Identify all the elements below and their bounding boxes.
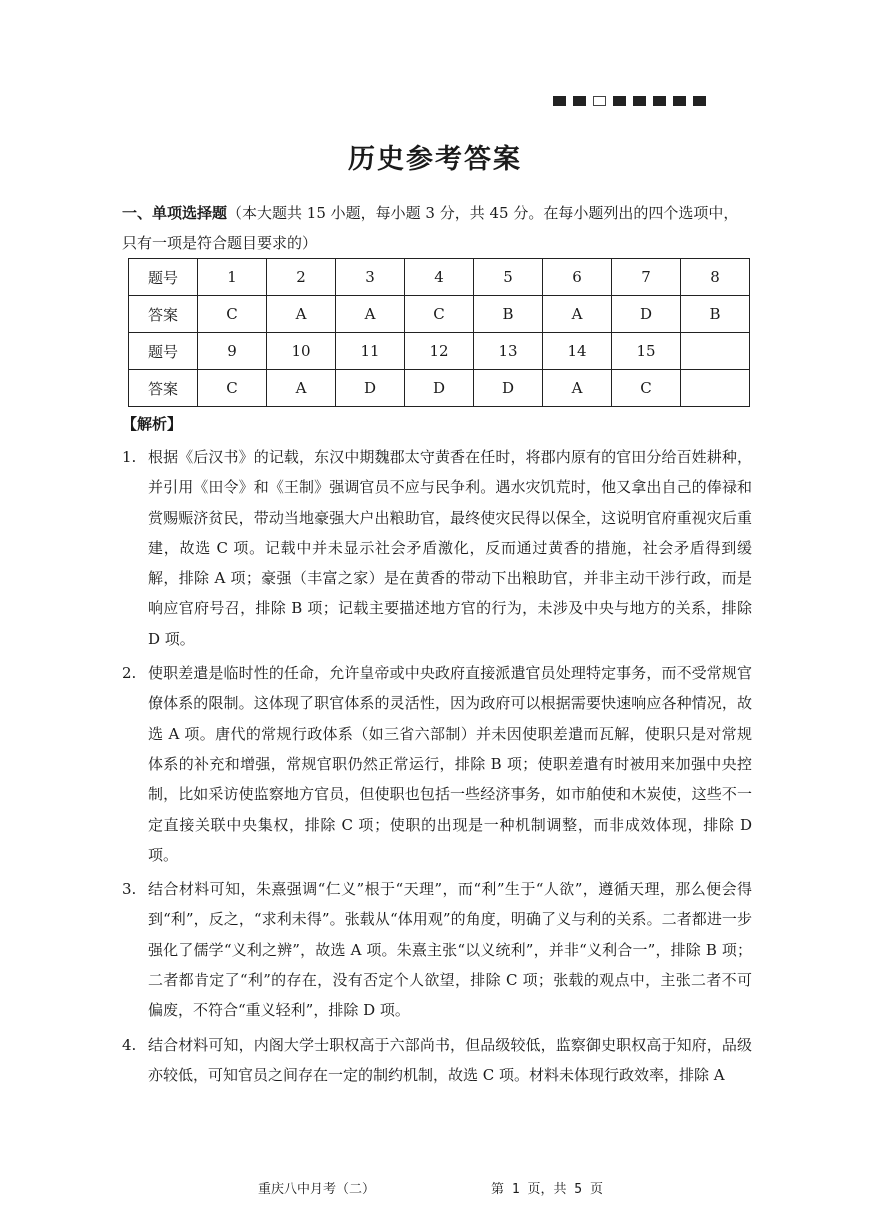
question-number: 2 xyxy=(267,259,336,296)
answer-cell: A xyxy=(336,296,405,333)
table-row-answers-2 xyxy=(129,370,750,407)
answer-cell: C xyxy=(198,370,267,407)
answer-cell: C xyxy=(198,296,267,333)
marker-square-filled xyxy=(573,96,586,106)
question-number: 1 xyxy=(198,259,267,296)
question-number: 10 xyxy=(267,333,336,370)
item-text: 根据《后汉书》的记载，东汉中期魏郡太守黄香在任时，将郡内原有的官田分给百姓耕种，并引用《田令》和《王制》强调官员不应与民争利。遇水灾饥荒时，他又拿出自己的俸禄和赏赐赈济贫民，带动当地豪强大户出粮助官，最终使灾民得以保全，这说明官府重视灾后重建，故选 C 项。记载中并未显示社会矛盾激化，反而通过黄香的措施，社会矛盾得到缓解，排除 A 项；豪强（丰富之家）是在黄香的带动下出粮助官，并非主动干涉行政，而是响应官府号召，排除 B 项；记载主要描述地方官的行为，未涉及中央与地方的关系，排除 D 项。 xyxy=(148,448,752,648)
question-number: 13 xyxy=(474,333,543,370)
answer-cell: C xyxy=(405,296,474,333)
answer-cell: D xyxy=(474,370,543,407)
explanation-item xyxy=(122,658,752,870)
analysis-label: 【解析】 xyxy=(122,415,183,433)
marker-square-filled xyxy=(693,96,706,106)
item-text: 结合材料可知，内阁大学士职权高于六部尚书，但品级较低，监察御史职权高于知府，品级亦较低，可知官员之间存在一定的制约机制，故选 C 项。材料未体现行政效率，排除 A xyxy=(148,1035,752,1084)
question-number: 4 xyxy=(405,259,474,296)
question-number: 5 xyxy=(474,259,543,296)
question-number: 11 xyxy=(336,333,405,370)
answer-cell: D xyxy=(336,370,405,407)
answer-table xyxy=(128,258,750,407)
item-text: 使职差遣是临时性的任命，允许皇帝或中央政府直接派遣官员处理特定事务，而不受常规官僚体系的限制。这体现了职官体系的灵活性，因为政府可以根据需要快速响应各种情况，故选 A 项。唐代的常规行政体系（如三省六部制）并未因使职差遣而瓦解，使职只是对常规体系的补充和增强，常规官职仍然正常运行，排除 B 项；使职差遣有时被用来加强中央控制，比如采访使监察地方官员，但使职也包括一些经济事务，如市舶使和木炭使，这些不一定直接关联中央集权，排除 C 项；使职的出现是一种机制调整，而非成效体现，排除 D 项。 xyxy=(148,664,752,864)
section-1-title: 一、单项选择题 xyxy=(122,204,228,222)
marker-square-filled xyxy=(553,96,566,106)
item-number: 3. xyxy=(122,880,137,899)
answer-cell: A xyxy=(543,370,612,407)
answer-cell: A xyxy=(267,296,336,333)
table-row-numbers-2 xyxy=(129,333,750,370)
row-label: 题号 xyxy=(129,259,198,296)
section-1-heading xyxy=(122,198,752,258)
question-number: 3 xyxy=(336,259,405,296)
item-number: 1. xyxy=(122,448,137,466)
row-label: 答案 xyxy=(129,370,198,407)
explanation-list xyxy=(122,442,752,1094)
answer-cell: D xyxy=(405,370,474,407)
question-number: 8 xyxy=(681,259,750,296)
question-number: 9 xyxy=(198,333,267,370)
answer-cell: A xyxy=(543,296,612,333)
answer-cell: C xyxy=(612,370,681,407)
marker-square-hollow xyxy=(593,96,606,106)
answer-cell: B xyxy=(474,296,543,333)
item-number: 4. xyxy=(122,1035,137,1054)
header-marker-squares xyxy=(553,96,706,106)
marker-square-filled xyxy=(633,96,646,106)
footer-exam-name: 重庆八中月考（二） xyxy=(258,1182,376,1197)
question-number: 12 xyxy=(405,333,474,370)
marker-square-filled xyxy=(613,96,626,106)
marker-square-filled xyxy=(653,96,666,106)
item-text: 结合材料可知，朱熹强调“仁义”根于“天理”，而“利”生于“人欲”，遵循天理，那么便会得到“利”，反之，“求利未得”。张载从“体用观”的角度，明确了义与利的关系。二者都进一步强化了儒学“义利之辨”，故选 A 项。朱熹主张“以义统利”，并非“义利合一”，排除 B 项；二者都肯定了“利”的存在，没有否定个人欲望，排除 C 项；张载的观点中，主张二者不可偏废，不符合“重义轻利”，排除 D 项。 xyxy=(148,880,752,1020)
question-number: 15 xyxy=(612,333,681,370)
explanation-item xyxy=(122,874,752,1025)
table-row-numbers-1 xyxy=(129,259,750,296)
footer-page-number: 第 1 页，共 5 页 xyxy=(491,1182,603,1197)
marker-square-filled xyxy=(673,96,686,106)
section-1-instruction: （本大题共 15 小题，每小题 3 分，共 45 分。在每小题列出的四个选项中，只有一项是符合题目要求的） xyxy=(122,204,739,252)
question-number: 14 xyxy=(543,333,612,370)
answer-cell: B xyxy=(681,296,750,333)
answer-cell xyxy=(681,370,750,407)
answer-cell: A xyxy=(267,370,336,407)
table-row-answers-1 xyxy=(129,296,750,333)
page-title: 历史参考答案 xyxy=(348,144,522,175)
question-number xyxy=(681,333,750,370)
question-number: 7 xyxy=(612,259,681,296)
row-label: 答案 xyxy=(129,296,198,333)
explanation-item xyxy=(122,442,752,654)
answer-cell: D xyxy=(612,296,681,333)
question-number: 6 xyxy=(543,259,612,296)
row-label: 题号 xyxy=(129,333,198,370)
item-number: 2. xyxy=(122,664,137,683)
explanation-item xyxy=(122,1030,752,1091)
